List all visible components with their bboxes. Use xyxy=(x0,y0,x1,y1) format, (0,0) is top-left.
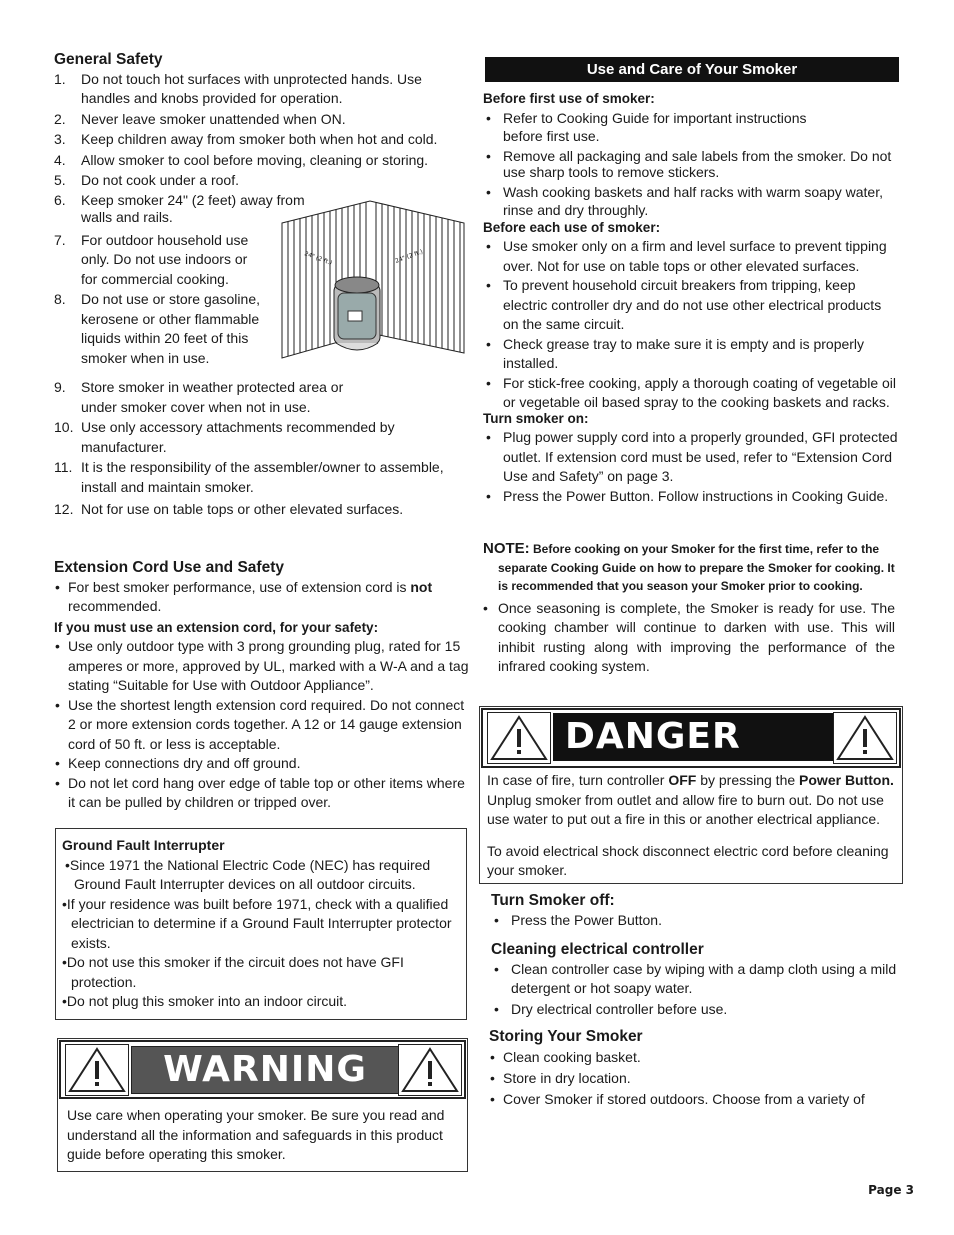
before-first-use-heading: Before first use of smoker: xyxy=(483,91,655,106)
extension-cord-heading: Extension Cord Use and Safety xyxy=(54,559,284,576)
danger-text xyxy=(487,771,895,881)
gfi-item: •Do not plug this smoker into an indoor circuit. xyxy=(62,993,348,1009)
list-item: • Dry electrical controller before use. xyxy=(491,1000,901,1020)
list-item: • Press the Power Button. xyxy=(491,911,901,931)
list-item: • Store in dry location. xyxy=(489,1068,901,1089)
danger-triangle-icon xyxy=(833,712,897,764)
list-item: 12. Not for use on table tops or other elevated surfaces. xyxy=(54,501,404,517)
note-label: NOTE: xyxy=(483,540,530,557)
list-item: • Clean controller case by wiping with a damp cloth using a mild detergent or hot soapy water. xyxy=(491,960,901,999)
list-item: 1. Do not touch hot surfaces with unprotected hands. Use handles and knobs provided for operation. xyxy=(54,70,422,106)
svg-text:24" (2 ft.): 24" (2 ft.) xyxy=(303,250,333,267)
danger-sign xyxy=(481,708,901,768)
turn-smoker-off-heading: Turn Smoker off: xyxy=(491,892,615,909)
note-bullet: • Once seasoning is complete, the Smoker is ready for use. The cooking chamber will continue to darken with use. This will inhibit rusting along with improving the performance of the infrared cooking system. xyxy=(483,599,895,674)
warning-sign xyxy=(59,1040,466,1099)
warning-box xyxy=(57,1038,468,1172)
danger-paragraph: In case of fire, turn controller OFF by pressing the Power Button. Unplug smoker from outlet and allow fire to burn out. Do not use use water to put out a fire in this or another electrical appliance. xyxy=(487,772,894,827)
list-item: 10. Use only accessory attachments recommended by manufacturer. xyxy=(54,419,395,455)
turn-off-section xyxy=(491,891,901,930)
gfi-item: •Do not use this smoker if the circuit does not have GFI protection. xyxy=(62,954,404,990)
list-item: • Keep connections dry and off ground. xyxy=(54,754,470,774)
danger-box xyxy=(479,706,903,884)
extension-cord-subheading: If you must use an extension cord, for your safety: xyxy=(54,619,379,635)
use-and-care-section xyxy=(483,89,898,506)
use-and-care-title-bar: Use and Care of Your Smoker xyxy=(485,57,899,82)
warning-triangle-icon xyxy=(398,1044,462,1096)
list-item: 5. Do not cook under a roof. xyxy=(54,172,239,188)
warning-triangle-icon xyxy=(65,1044,129,1096)
page-number: Page 3 xyxy=(868,1183,914,1197)
smoker-clearance-illustration xyxy=(278,193,466,373)
list-item: • Use smoker only on a firm and level surface to prevent tipping over. Not for use on table tops or other elevated surfaces. xyxy=(483,237,898,276)
list-item: 4. Allow smoker to cool before moving, cleaning or storing. xyxy=(54,151,429,168)
list-item: • Cover Smoker if stored outdoors. Choose from a variety of xyxy=(489,1089,901,1110)
gfi-heading: Ground Fault Interrupter xyxy=(62,837,225,853)
list-item: • To prevent household circuit breakers from tripping, keep electric controller dry and do not use other electrical products on the same circuit. xyxy=(483,276,898,335)
warning-text: Use care when operating your smoker. Be sure you read and understand all the information and safeguards in this product guide before operating this smoker. xyxy=(67,1107,445,1162)
list-item: • For best smoker performance, use of extension cord is not recommended. xyxy=(54,578,470,617)
cleaning-section xyxy=(491,940,901,1019)
note-section xyxy=(483,540,895,677)
list-item: • Check grease tray to make sure it is empty and is properly installed. xyxy=(483,335,898,374)
list-item: • Remove all packaging and sale labels from the smoker. Do not use sharp tools to remove stickers. xyxy=(483,148,898,180)
extension-cord-section xyxy=(54,558,470,813)
cleaning-heading: Cleaning electrical controller xyxy=(491,941,704,958)
list-item: 3. Keep children away from smoker both when hot and cold. xyxy=(54,131,438,147)
danger-paragraph: To avoid electrical shock disconnect electric cord before cleaning your smoker. xyxy=(487,842,889,878)
list-item: • Clean cooking basket. xyxy=(489,1047,901,1068)
list-item: 7. For outdoor household use only. Do not use indoors or for commercial cooking. xyxy=(54,231,249,287)
extension-cord-list xyxy=(54,637,470,813)
turn-smoker-on-heading: Turn smoker on: xyxy=(483,410,589,426)
list-item: • Use only outdoor type with 3 prong grounding plug, rated for 15 amperes or more, approved by UL, marked with a W-A and a tag stating “Suitable for Use with Outdoor Appliance”. xyxy=(54,637,470,696)
storing-heading: Storing Your Smoker xyxy=(489,1028,643,1045)
list-item: • Plug power supply cord into a properly grounded, GFI protected outlet. If extension cord must be used, refer to “Extension Cord Use and Safety” on page 3. xyxy=(483,428,898,487)
danger-triangle-icon xyxy=(487,712,551,764)
list-item: • Press the Power Button. Follow instructions in Cooking Guide. xyxy=(483,487,898,507)
warning-title: WARNING xyxy=(131,1046,399,1094)
before-each-use-heading: Before each use of smoker: xyxy=(483,219,661,235)
list-item: • Do not let cord hang over edge of table top or other items where it can be pulled by children or tripped over. xyxy=(54,774,470,813)
svg-text:24" (2 ft.): 24" (2 ft.) xyxy=(394,248,424,265)
list-item: • Refer to Cooking Guide for important instructions before first use. xyxy=(483,109,898,146)
gfi-item: •Since 1971 the National Electric Code (NEC) has required Ground Fault Interrupter devices on all outdoor circuits. xyxy=(65,856,431,892)
list-item: 9. Store smoker in weather protected area or under smoker cover when not in use. xyxy=(54,379,344,415)
list-item: 6. Keep smoker 24" (2 feet) away from walls and rails. xyxy=(54,191,305,225)
general-safety-heading: General Safety xyxy=(54,51,163,68)
storing-section xyxy=(489,1027,901,1110)
gfi-item: •If your residence was built before 1971, check with a qualified electrician to determine if a Ground Fault Interrupter protector exists. xyxy=(62,895,452,951)
list-item: • For stick-free cooking, apply a thorough coating of vegetable oil or vegetable oil based spray to the cooking baskets and racks. xyxy=(483,374,898,413)
note-text: Before cooking on your Smoker for the first time, refer to the separate Cooking Guide on how to prepare the Smoker for cooking. It is recommended that you season your Smoker prior to cooking. xyxy=(498,542,895,593)
list-item: • Wash cooking baskets and half racks with warm soapy water, rinse and dry throughly. xyxy=(483,183,898,220)
list-item: 2. Never leave smoker unattended when ON. xyxy=(54,110,346,127)
danger-title: DANGER xyxy=(553,713,833,761)
gfi-box xyxy=(55,828,467,1020)
list-item: • Use the shortest length extension cord required. Do not connect 2 or more extension cords together. A 12 or 14 gauge extension cord of 50 ft. or less is acceptable. xyxy=(54,696,470,755)
list-item: 11. It is the responsibility of the assembler/owner to assemble, install and maintain smoker. xyxy=(54,459,444,495)
list-item: 8. Do not use or store gasoline, kerosene or other flammable liquids within 20 feet of this smoker when in use. xyxy=(54,291,260,366)
